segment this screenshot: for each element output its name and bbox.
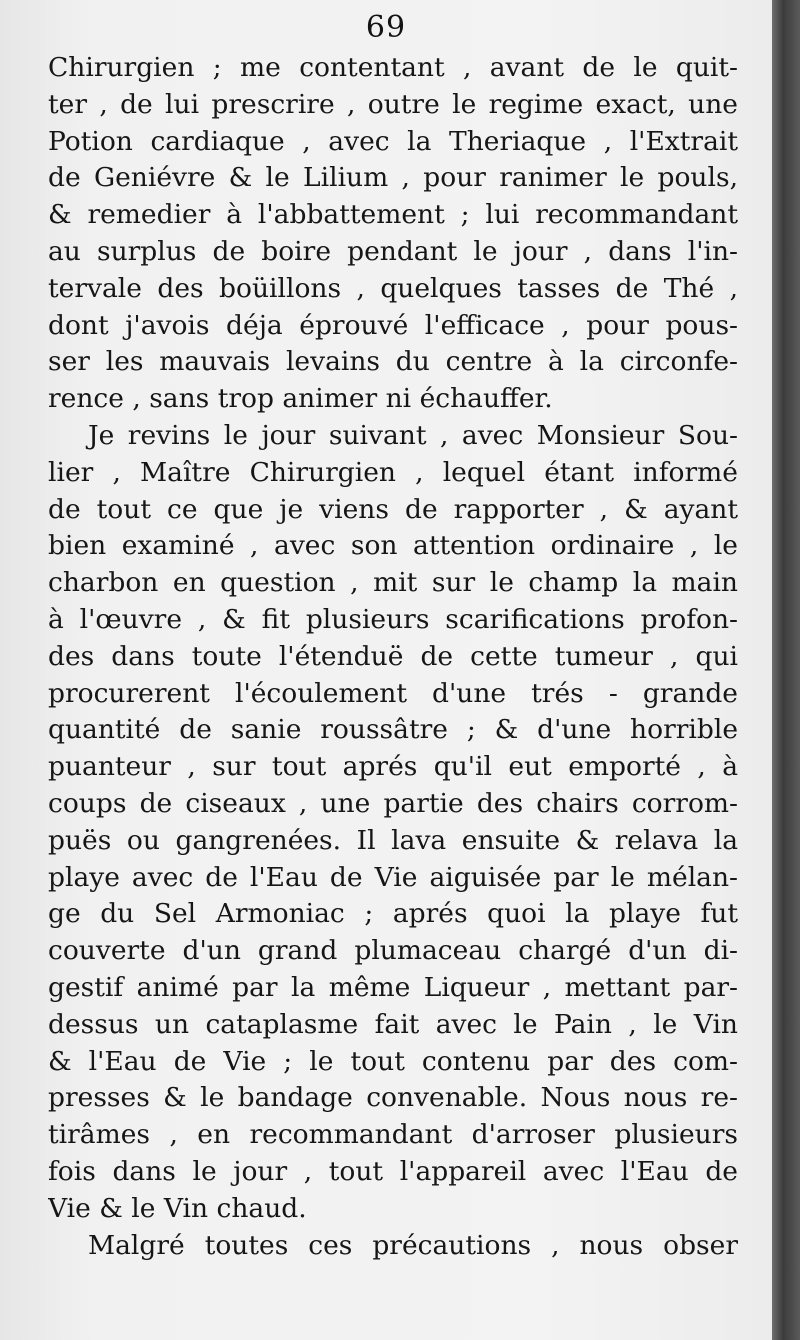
text-line: tirâmes , en recommandant d'arroser plusieurs [48, 1119, 738, 1151]
text-line: playe avec de l'Eau de Vie aiguisée par le mélan- [48, 861, 738, 893]
text-line: procurerent l'écoulement d'une trés - grande [48, 677, 738, 709]
text-line: & l'Eau de Vie ; le tout contenu par des com- [48, 1045, 738, 1077]
text-line: des dans toute l'étenduë de cette tumeur , qui [48, 640, 738, 672]
text-line: ser les mauvais levains du centre à la circonfe- [48, 346, 738, 378]
text-line: tervale des boüillons , quelques tasses de Thé , [48, 272, 738, 304]
text-line: & remedier à l'abbattement ; lui recommandant [48, 199, 738, 231]
text-line: Je revins le jour suivant , avec Monsieur Sou- [88, 419, 738, 451]
book-binding-edge [772, 0, 800, 1340]
text-line: ge du Sel Armoniac ; aprés quoi la playe fut [48, 898, 738, 930]
text-line: puanteur , sur tout aprés qu'il eut emporté , à [48, 751, 738, 783]
text-line: coups de ciseaux , une partie des chairs corrom- [48, 787, 738, 819]
text-line: lier , Maître Chirurgien , lequel étant informé [48, 456, 738, 488]
text-line: charbon en question , mit sur le champ la main [48, 567, 738, 599]
paragraph [48, 50, 738, 418]
text-line: dessus un cataplasme fait avec le Pain , le Vin [48, 1008, 738, 1040]
text-line: couverte d'un grand plumaceau chargé d'un di- [48, 935, 738, 967]
text-line: Chirurgien ; me contentant , avant de le quit- [48, 52, 738, 83]
text-line: de Geniévre & le Lilium , pour ranimer le pouls, [48, 162, 738, 194]
text-line: puës ou gangrenées. Il lava ensuite & relava la [48, 824, 738, 856]
text-line: de tout ce que je viens de rapporter , & ayant [48, 493, 738, 525]
text-line: gestif animé par la même Liqueur , mettant par- [48, 971, 738, 1003]
body-text [48, 50, 738, 1264]
page-number: 69 [365, 10, 407, 45]
text-line: dont j'avois déja éprouvé l'efficace , pour pous- [48, 309, 738, 341]
text-line: quantité de sanie roussâtre ; & d'une horrible [48, 714, 738, 746]
paragraph [48, 1228, 738, 1265]
text-line: presses & le bandage convenable. Nous nous re- [48, 1082, 738, 1114]
text-line: Potion cardiaque , avec la Theriaque , l'Extrait [48, 125, 738, 157]
paragraph [48, 418, 738, 1228]
text-line: à l'œuvre , & fit plusieurs scarifications profon- [48, 603, 738, 635]
text-line: Malgré toutes ces précautions , nous obser [88, 1229, 738, 1261]
text-line: ter , de lui prescrire , outre le regime exact, une [48, 88, 738, 120]
text-line: Vie & le Vin chaud. [48, 1192, 307, 1224]
text-line: au surplus de boire pendant le jour , dans l'in- [48, 235, 738, 267]
text-line: bien examiné , avec son attention ordinaire , le [48, 530, 738, 562]
text-line: rence , sans trop animer ni échauffer. [48, 383, 553, 415]
text-line: fois dans le jour , tout l'appareil avec l'Eau de [48, 1155, 738, 1187]
